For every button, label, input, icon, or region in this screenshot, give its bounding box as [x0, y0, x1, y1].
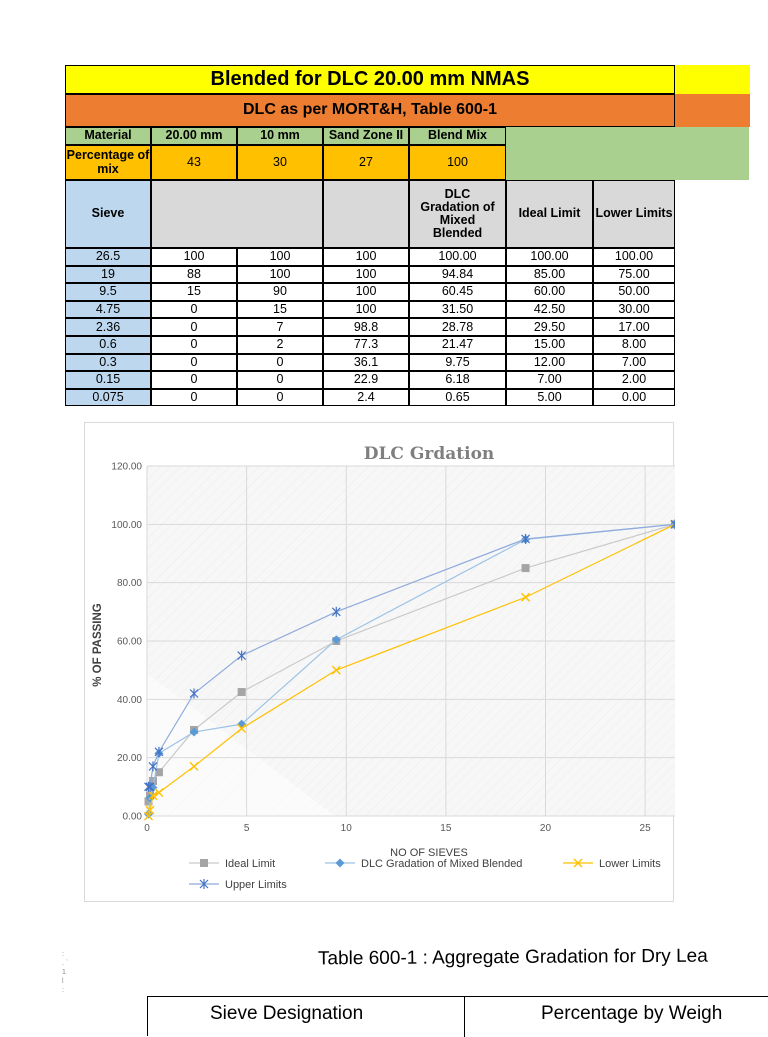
chart-legend — [189, 858, 661, 891]
title-overflow-fill — [675, 65, 750, 94]
cell-20mm: 0 — [151, 336, 237, 354]
scan-edge-marks: : . ` 1 l : — [62, 951, 69, 994]
y-tick-label: 20.00 — [116, 753, 142, 765]
cell-20mm: 0 — [151, 301, 237, 319]
x-tick-label: 20 — [539, 823, 552, 834]
cell-sand: 2.4 — [323, 389, 409, 407]
legend-item — [563, 858, 661, 870]
cell-dlc: 21.47 — [409, 336, 506, 354]
cell-lower: 8.00 — [593, 336, 675, 354]
cell-lower: 30.00 — [593, 301, 675, 319]
cell-sieve: 0.075 — [65, 389, 151, 407]
cell-sand: 98.8 — [323, 318, 409, 336]
cell-sand: 100 — [323, 283, 409, 301]
cell-sand: 36.1 — [323, 354, 409, 372]
legend-marker — [200, 859, 208, 867]
cell-sieve: 0.15 — [65, 371, 151, 389]
legend-item — [325, 858, 522, 870]
x-tick-label: 25 — [639, 823, 651, 834]
cell-ideal: 15.00 — [506, 336, 593, 354]
gradation-chart — [84, 422, 674, 902]
scan-table-title: Table 600-1 : Aggregate Gradation for Dry Lea — [317, 945, 708, 970]
material-20mm: 20.00 mm — [151, 127, 237, 145]
legend-label: Upper Limits — [225, 879, 287, 891]
scan-column-divider — [464, 997, 465, 1037]
material-label: Material — [65, 127, 151, 145]
cell-10mm: 0 — [237, 389, 323, 407]
subtitle-overflow-fill — [675, 94, 750, 127]
cell-dlc: 28.78 — [409, 318, 506, 336]
chart-canvas — [85, 423, 675, 903]
y-tick-label: 40.00 — [116, 694, 142, 706]
percentage-20mm: 43 — [151, 145, 237, 180]
cell-20mm: 100 — [151, 248, 237, 266]
cell-sieve: 4.75 — [65, 301, 151, 319]
cell-lower: 100.00 — [593, 248, 675, 266]
cell-dlc: 9.75 — [409, 354, 506, 372]
scan-sieve-designation: Sieve Designation — [210, 1003, 364, 1024]
cell-lower: 17.00 — [593, 318, 675, 336]
legend-label: DLC Gradation of Mixed Blended — [361, 858, 523, 870]
cell-sieve: 26.5 — [65, 248, 151, 266]
header-blank-1 — [151, 180, 323, 248]
percentage-label: Percentage of mix — [65, 145, 151, 180]
cell-20mm: 0 — [151, 318, 237, 336]
cell-10mm: 100 — [237, 266, 323, 284]
cell-20mm: 0 — [151, 371, 237, 389]
blend-table — [65, 65, 675, 405]
y-axis-label: % OF PASSING — [92, 603, 104, 687]
header-blank-2 — [323, 180, 409, 248]
cell-20mm: 88 — [151, 266, 237, 284]
cell-10mm: 100 — [237, 248, 323, 266]
cell-10mm: 2 — [237, 336, 323, 354]
cell-lower: 50.00 — [593, 283, 675, 301]
cell-10mm: 0 — [237, 371, 323, 389]
cell-dlc: 60.45 — [409, 283, 506, 301]
cell-ideal: 7.00 — [506, 371, 593, 389]
sheet-title: Blended for DLC 20.00 mm NMAS — [65, 65, 675, 94]
legend-item — [189, 858, 275, 870]
cell-10mm: 0 — [237, 354, 323, 372]
cell-10mm: 15 — [237, 301, 323, 319]
y-tick-label: 60.00 — [116, 636, 142, 648]
cell-ideal: 42.50 — [506, 301, 593, 319]
cell-ideal: 29.50 — [506, 318, 593, 336]
cell-lower: 7.00 — [593, 354, 675, 372]
cell-sand: 22.9 — [323, 371, 409, 389]
cell-ideal: 85.00 — [506, 266, 593, 284]
cell-10mm: 7 — [237, 318, 323, 336]
x-tick-label: 0 — [144, 823, 150, 834]
chart-title: DLC Grdation — [363, 444, 495, 464]
data-point — [238, 688, 246, 696]
cell-20mm: 0 — [151, 354, 237, 372]
cell-lower: 0.00 — [593, 389, 675, 407]
cell-ideal: 100.00 — [506, 248, 593, 266]
cell-sieve: 2.36 — [65, 318, 151, 336]
green-fill-block — [506, 127, 749, 180]
material-10mm: 10 mm — [237, 127, 323, 145]
cell-sieve: 0.6 — [65, 336, 151, 354]
x-tick-label: 5 — [243, 823, 250, 834]
x-tick-label: 10 — [340, 823, 352, 834]
cell-sieve: 9.5 — [65, 283, 151, 301]
cell-10mm: 90 — [237, 283, 323, 301]
cell-dlc: 94.84 — [409, 266, 506, 284]
dlc-gradation-header: DLC Gradation of Mixed Blended — [409, 180, 506, 248]
cell-dlc: 6.18 — [409, 371, 506, 389]
legend-marker — [336, 859, 345, 868]
legend-item — [189, 879, 287, 891]
x-tick-label: 15 — [440, 823, 452, 834]
y-tick-label: 0.00 — [122, 811, 142, 823]
y-tick-label: 100.00 — [111, 519, 142, 531]
scan-percentage-by-weight: Percentage by Weigh — [541, 1003, 723, 1024]
cell-20mm: 0 — [151, 389, 237, 407]
legend-label: Ideal Limit — [225, 858, 276, 870]
cell-ideal: 5.00 — [506, 389, 593, 407]
cell-ideal: 12.00 — [506, 354, 593, 372]
y-tick-label: 80.00 — [116, 578, 142, 590]
material-sand: Sand Zone II — [323, 127, 409, 145]
legend-label: Lower Limits — [599, 858, 661, 870]
cell-20mm: 15 — [151, 283, 237, 301]
cell-sand: 100 — [323, 248, 409, 266]
cell-ideal: 60.00 — [506, 283, 593, 301]
cell-sieve: 0.3 — [65, 354, 151, 372]
cell-dlc: 100.00 — [409, 248, 506, 266]
cell-sand: 100 — [323, 301, 409, 319]
cell-lower: 2.00 — [593, 371, 675, 389]
percentage-10mm: 30 — [237, 145, 323, 180]
scan-table — [147, 996, 768, 1036]
percentage-blend: 100 — [409, 145, 506, 180]
percentage-sand: 27 — [323, 145, 409, 180]
sheet-subtitle: DLC as per MORT&H, Table 600-1 — [65, 94, 675, 127]
lower-limits-header: Lower Limits — [593, 180, 675, 248]
cell-dlc: 31.50 — [409, 301, 506, 319]
cell-sand: 100 — [323, 266, 409, 284]
y-tick-label: 120.00 — [111, 461, 142, 473]
sieve-header: Sieve — [65, 180, 151, 248]
ideal-limit-header: Ideal Limit — [506, 180, 593, 248]
cell-sieve: 19 — [65, 266, 151, 284]
material-blend: Blend Mix — [409, 127, 506, 145]
cell-lower: 75.00 — [593, 266, 675, 284]
cell-sand: 77.3 — [323, 336, 409, 354]
data-point — [522, 564, 530, 572]
cell-dlc: 0.65 — [409, 389, 506, 407]
x-axis-label: NO OF SIEVES — [390, 847, 468, 859]
